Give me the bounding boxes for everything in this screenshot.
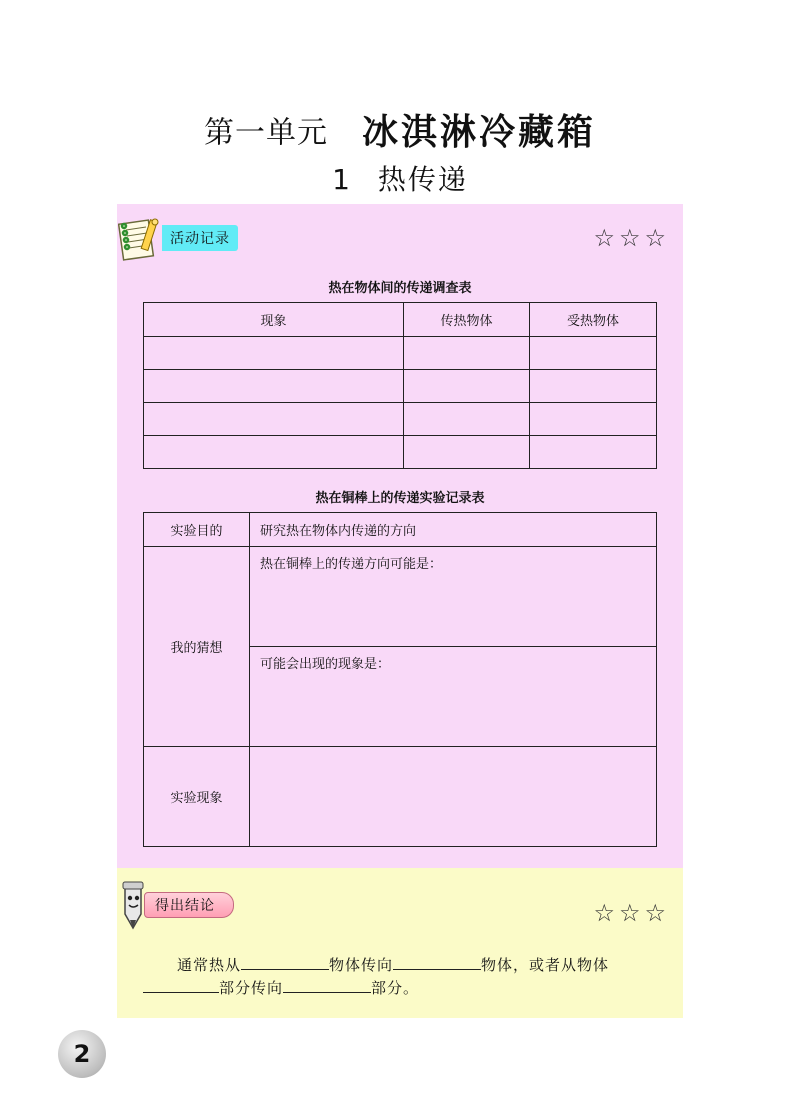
- conclusion-rating-stars: ☆☆☆: [593, 899, 670, 927]
- table2-title: 热在铜棒上的传递实验记录表: [315, 491, 485, 506]
- guess-phenomenon-prompt: 可能会出现的现象是：: [260, 657, 391, 672]
- page-number: 2: [58, 1030, 106, 1078]
- table-cell[interactable]: [144, 403, 404, 436]
- lesson-title: [0, 158, 800, 198]
- table-cell[interactable]: [144, 337, 404, 370]
- guess-direction-prompt: 热在铜棒上的传递方向可能是：: [260, 557, 443, 572]
- notebook-pencil-icon: [118, 214, 164, 262]
- purpose-row: [144, 513, 657, 547]
- guess-row-1: [144, 547, 657, 647]
- unit-title: [0, 104, 800, 155]
- conclusion-text-3: 物体，或者从物体: [481, 956, 610, 974]
- table-row: [144, 436, 657, 469]
- table-row: [144, 337, 657, 370]
- guess-label: 我的猜想: [144, 547, 250, 747]
- table-cell[interactable]: [530, 436, 657, 469]
- purpose-value: 研究热在物体内传递的方向: [250, 513, 657, 547]
- guess-phenomenon-cell[interactable]: [250, 647, 657, 747]
- conclusion-sentence-line-2: [143, 973, 667, 1004]
- table-cell[interactable]: [530, 337, 657, 370]
- conclusion-text-2: 物体传向: [329, 956, 394, 974]
- table-cell[interactable]: [404, 436, 530, 469]
- table1-title: 热在物体间的传递调查表: [328, 281, 472, 296]
- col-heat-receiver: 受热物体: [530, 303, 657, 337]
- rating-stars: ☆☆☆: [593, 224, 670, 252]
- table-header-row: [144, 303, 657, 337]
- table-cell[interactable]: [404, 370, 530, 403]
- activity-tag-label: 活动记录: [162, 225, 238, 251]
- activity-tag: [118, 214, 238, 262]
- conclusion-text-1: 通常热从: [177, 956, 242, 974]
- blank-field[interactable]: [283, 975, 371, 993]
- table-cell[interactable]: [404, 403, 530, 436]
- unit-label: 第一单元: [203, 115, 328, 151]
- table-row: [144, 370, 657, 403]
- phenomenon-label: 实验现象: [144, 747, 250, 847]
- blank-field[interactable]: [393, 952, 481, 970]
- survey-table: [143, 302, 657, 469]
- table-cell[interactable]: [144, 370, 404, 403]
- blank-field[interactable]: [241, 952, 329, 970]
- purpose-label: 实验目的: [144, 513, 250, 547]
- table-cell[interactable]: [404, 337, 530, 370]
- conclusion-tag: [118, 880, 234, 930]
- conclusion-tag-label: 得出结论: [144, 892, 234, 918]
- phenomenon-cell[interactable]: [250, 747, 657, 847]
- lesson-name: 热传递: [377, 163, 468, 196]
- conclusion-text-4: 部分传向: [219, 979, 284, 997]
- table-cell[interactable]: [144, 436, 404, 469]
- blank-field[interactable]: [143, 975, 219, 993]
- table-row: [144, 403, 657, 436]
- col-phenomenon: 现象: [144, 303, 404, 337]
- lesson-number: 1: [332, 163, 352, 196]
- conclusion-text-5: 部分。: [371, 979, 420, 997]
- phenomenon-row: [144, 747, 657, 847]
- table-cell[interactable]: [530, 403, 657, 436]
- unit-name: 冰淇淋冷藏箱: [361, 112, 596, 153]
- experiment-table: [143, 512, 657, 847]
- guess-direction-cell[interactable]: [250, 547, 657, 647]
- table-cell[interactable]: [530, 370, 657, 403]
- col-heat-source: 传热物体: [404, 303, 530, 337]
